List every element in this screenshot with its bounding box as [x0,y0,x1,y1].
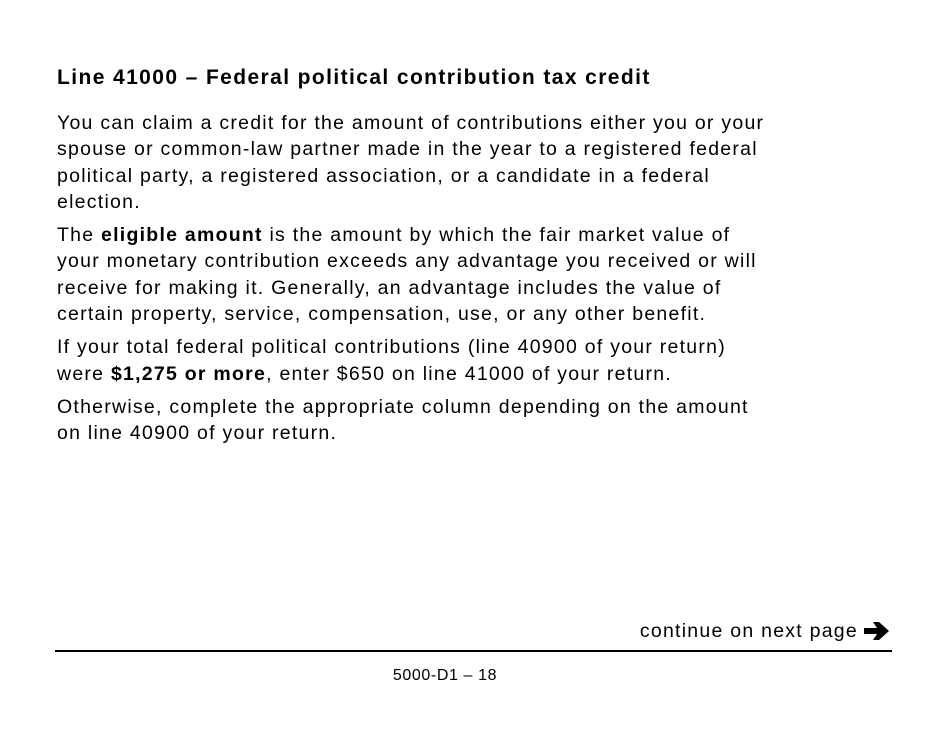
text-line: on line 40900 of your return. [57,422,338,445]
paragraph-eligible-amount [57,222,917,327]
text-segment: were [57,362,111,385]
section-heading: Line 41000 – Federal political contribution tax credit [57,66,651,89]
footer-divider [55,650,892,652]
paragraph-intro [57,110,917,215]
text-line: If your total federal political contributions (line 40900 of your return) [57,336,726,359]
text-line: election. [57,190,141,213]
text-line [57,361,917,387]
page-number: 5000-D1 – 18 [392,667,498,684]
bold-term-eligible-amount: eligible amount [101,224,263,247]
right-arrow-icon [862,619,892,643]
text-segment: The [57,224,102,247]
text-line: You can claim a credit for the amount of contributions either you or your [57,112,765,134]
text-line: receive for making it. Generally, an advantage includes the value of [57,276,722,299]
text-line: your monetary contribution exceeds any advantage you received or will [57,250,757,273]
text-line: spouse or common-law partner made in the year to a registered federal [57,138,758,161]
continue-next-page [640,619,892,643]
paragraph-threshold [57,334,917,387]
body-text [57,110,917,454]
text-segment: is the amount by which the fair market value of [262,224,731,247]
text-line [57,222,917,248]
paragraph-otherwise [57,394,917,447]
text-segment: , enter $650 on line 41000 of your return. [266,362,673,385]
text-line: Otherwise, complete the appropriate column depending on the amount [57,395,749,418]
text-line: certain property, service, compensation, use, or any other benefit. [57,303,707,326]
text-line: political party, a registered association, or a candidate in a federal [57,164,710,187]
continue-label: continue on next page [639,619,858,642]
bold-threshold-amount: $1,275 or more [110,362,267,385]
